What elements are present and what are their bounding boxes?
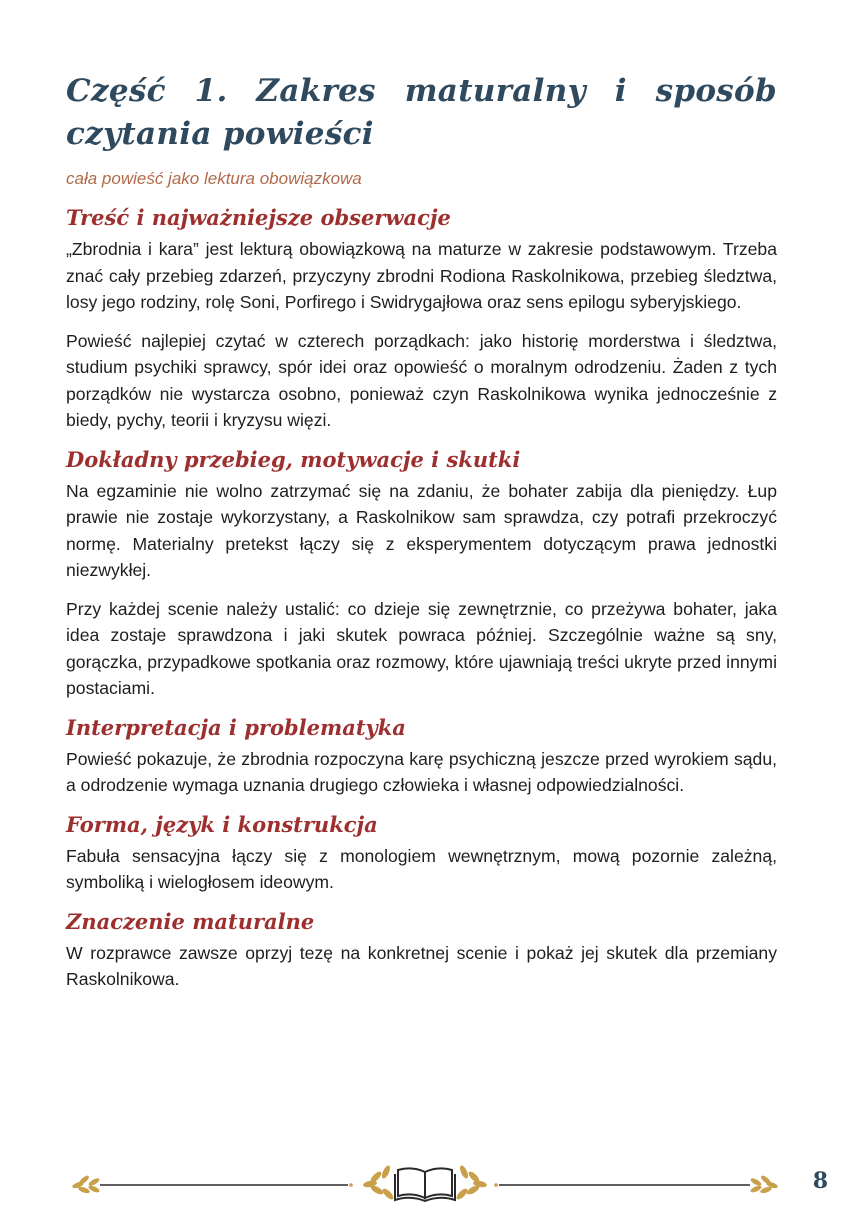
page-number: 8 — [812, 1168, 828, 1194]
page-title: Część 1. Zakres maturalny i sposób czytania powieści — [66, 73, 777, 152]
open-book-laurel-icon — [70, 1158, 780, 1208]
paragraph: Na egzaminie nie wolno zatrzymać się na zdaniu, że bohater zabija dla pieniędzy. Łup prawie nie zostaje wykorzystany, a Raskolnikow sam sprawdza, czy potrafi przekroczyć normę. Materialny pretekst łączy się z eksperymentem dotyczącym prawa jednostki niezwykłej. — [66, 480, 777, 580]
section-przebieg — [66, 446, 777, 702]
section-heading: Interpretacja i problematyka — [66, 714, 406, 740]
section-heading: Znaczenie maturalne — [66, 908, 315, 934]
page-content — [66, 70, 777, 1005]
page-subtitle: cała powieść jako lektura obowiązkowa — [66, 169, 362, 188]
section-interpretacja — [66, 714, 777, 799]
section-tresc — [66, 204, 777, 434]
footer-ornament — [70, 1158, 780, 1208]
section-forma — [66, 811, 777, 896]
paragraph: Powieść najlepiej czytać w czterech porządkach: jako historię morderstwa i śledztwa, studium psychiki sprawcy, spór idei oraz opowieść o moralnym odrodzeniu. Żaden z tych porządków nie wystarcza osobno, ponieważ czyn Raskolnikowa wynika jednocześnie z biedy, pychy, teorii i kryzysu więzi. — [66, 330, 777, 430]
paragraph: Powieść pokazuje, że zbrodnia rozpoczyna karę psychiczną jeszcze przed wyrokiem sądu, a odrodzenie wymaga uznania drugiego człowieka i własnej odpowiedzialności. — [66, 748, 777, 795]
paragraph: „Zbrodnia i kara” jest lekturą obowiązkową na maturze w zakresie podstawowym. Trzeba znać cały przebieg zdarzeń, przyczyny zbrodni Rodiona Raskolnikowa, przebieg śledztwa, losy jego rodziny, rolę Soni, Porfirego i Swidrygajłowa oraz sens epilogu syberyjskiego. — [66, 239, 777, 312]
section-heading: Forma, język i konstrukcja — [66, 811, 378, 837]
paragraph: W rozprawce zawsze oprzyj tezę na konkretnej scenie i pokaż jej skutek dla przemiany Raskolnikowa. — [66, 942, 777, 989]
section-heading: Treść i najważniejsze obserwacje — [66, 205, 451, 230]
section-heading: Dokładny przebieg, motywacje i skutki — [66, 446, 521, 472]
section-znaczenie — [66, 908, 777, 993]
paragraph: Przy każdej scenie należy ustalić: co dzieje się zewnętrznie, co przeżywa bohater, jaka idea zostaje sprawdzona i jaki skutek powraca później. Szczególnie ważne są sny, gorączka, przypadkowe spotkania oraz rozmowy, które ujawniają treści ukryte przed innymi postaciami. — [66, 598, 777, 698]
paragraph: Fabuła sensacyjna łączy się z monologiem wewnętrznym, mową pozornie zależną, symboliką i wielogłosem ideowym. — [66, 845, 777, 892]
